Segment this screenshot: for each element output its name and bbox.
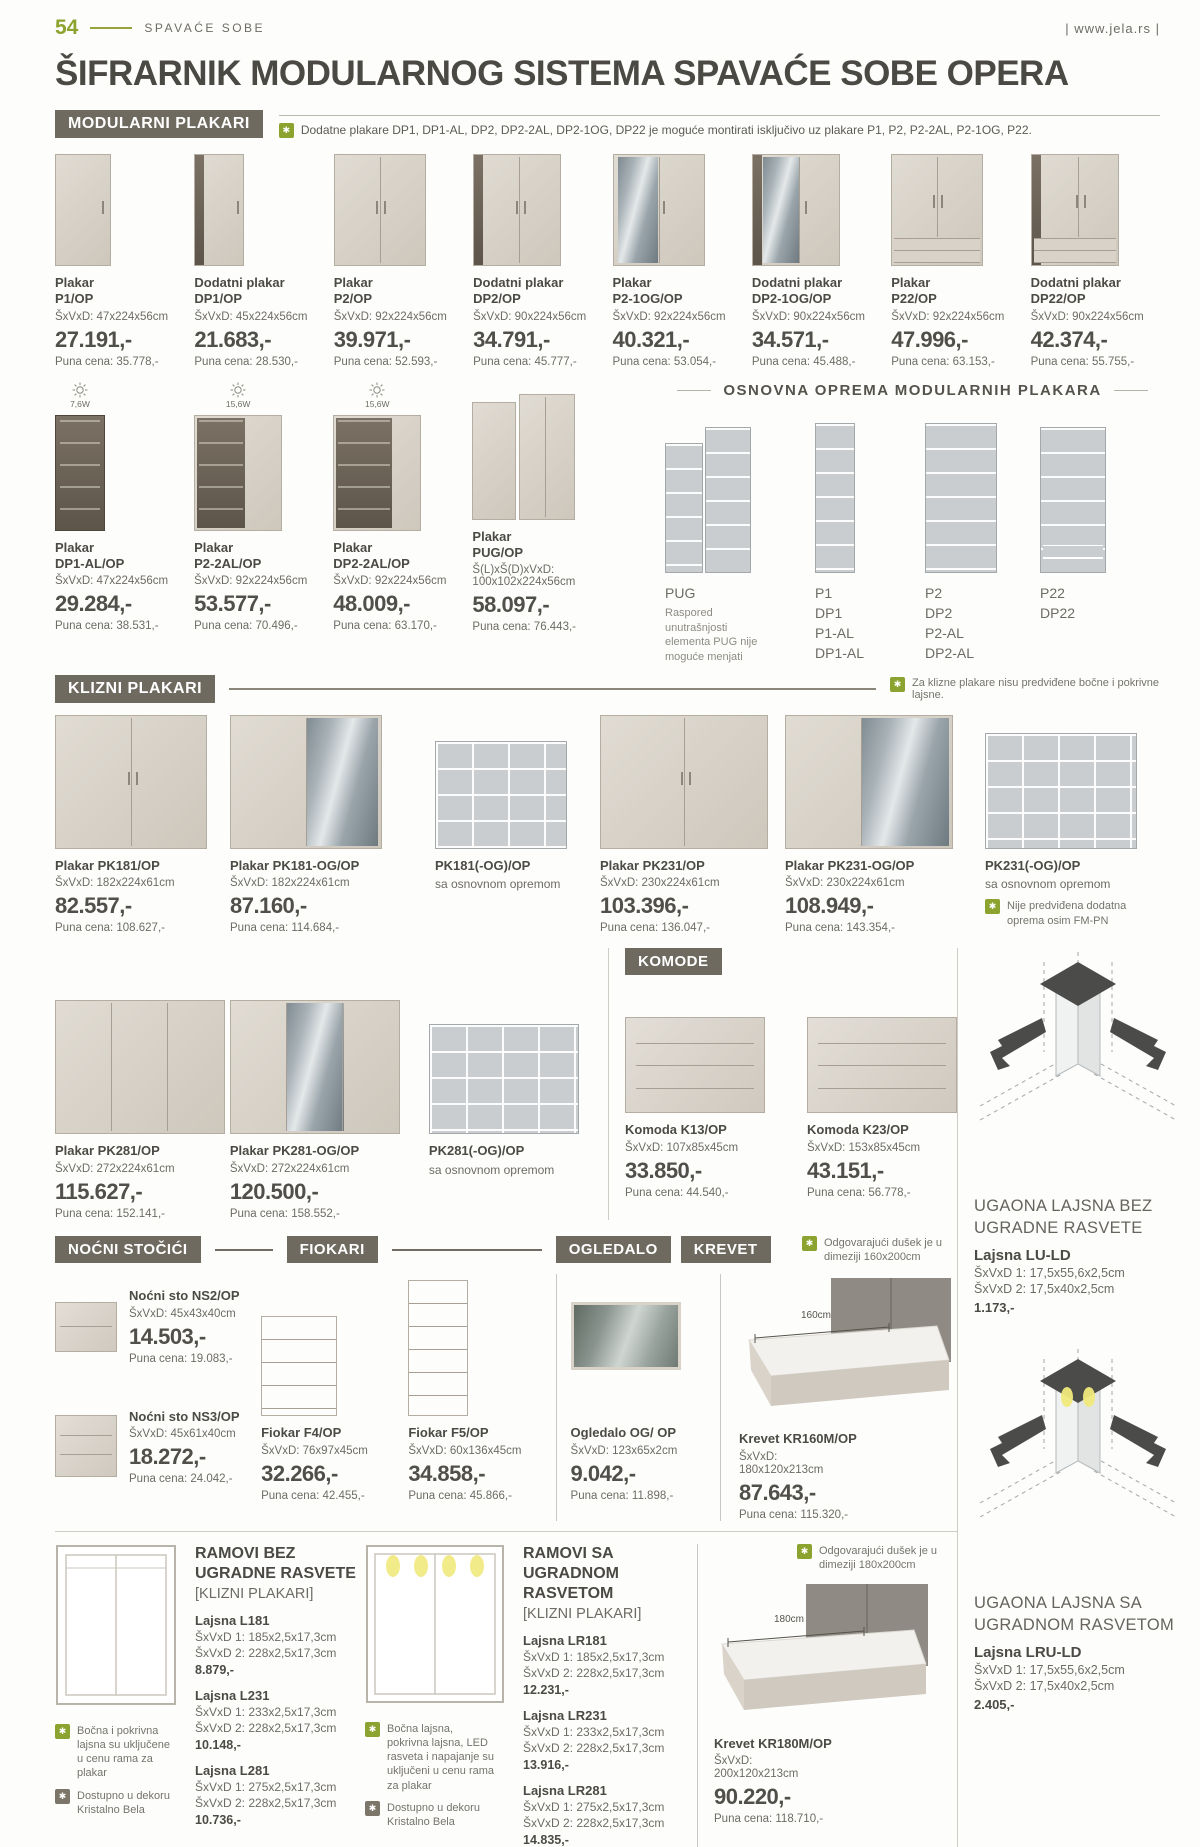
product-card: Fiokar F4/OP ŠxVxD: 76x97x45cm 32.266,- Puna cena: 42.455,- [261,1274,408,1520]
asterisk-icon-dark [55,1789,70,1804]
section-modularni-head [55,110,1160,138]
product-image-f4 [261,1274,408,1416]
lightbulb-icon [194,382,282,409]
section-badge-nocni: NOĆNI STOČIĆI [55,1236,201,1263]
product-image-pk231-schematic [985,711,1160,849]
product-image-ogledalo [571,1274,706,1370]
product-card: Plakar PK181/OP ŠxVxD: 182x224x61cm 82.557,- Puna cena: 108.627,- [55,711,230,934]
product-full-price: Puna cena: 35.778,- [55,355,159,368]
lajsna-item: Lajsna L181 ŠxVxD 1: 185x2,5x17,3cm ŠxVxD 2: 228x2,5x17,3cm 8.879,- [195,1612,337,1677]
klizni-row2-komode [55,948,957,1219]
section-badge-ogledalo: OGLEDALO [556,1236,671,1263]
product-card: Komoda K23/OP ŠxVxD: 153x85x45cm 43.151,- Puna cena: 56.778,- [807,985,957,1198]
asterisk-icon [365,1722,380,1737]
product-card: 15,6W Plakar DP2-2AL/OP ŠxVxD: 92x224x56cm 48.009,- Puna cena: 63.170,- [333,382,446,666]
product-image-pk231-og [785,711,985,849]
section-badge-fiokari: FIOKARI [287,1236,378,1263]
product-card: Dodatni plakar DP1/OP ŠxVxD: 45x224x56cm 21.683,- Puna cena: 28.530,- [194,150,323,368]
corner-lajsna-light-drawing [974,1345,1182,1577]
section-badge-komode: KOMODE [625,948,722,975]
watt-label: 15,6W [225,398,251,409]
dusek-180-note: Odgovarajući dušek je u dimeziji 180x200cm [819,1544,938,1571]
product-card: Plakar PUG/OP Š(L)xŠ(D)xVxD: 100x102x224x56cm 58.097,- Puna cena: 76.443,- [472,382,655,666]
product-card: PK231(-OG)/OP sa osnovnom opremom ✱ Nije predviđena dodatna oprema osim FM-PN [985,711,1160,934]
product-card: Plakar PK181-OG/OP ŠxVxD: 182x224x61cm 87.160,- Puna cena: 114.684,- [230,711,435,934]
product-image-dp1-al [55,413,168,531]
product-image-pk181 [55,711,230,849]
product-card: 160cm Krevet KR160M/OP ŠxVxD: 180x120x213cm 87.643,- Puna cena: 115.320,- [721,1274,957,1520]
oprema-item-pug: PUG Raspored unutrašnjosti elementa PUG nije moguće menjati [665,421,815,666]
lajsna-item: Lajsna L281 ŠxVxD 1: 275x2,5x17,3cm ŠxVxD 2: 228x2,5x17,3cm 10.736,- [195,1762,337,1827]
asterisk-icon [279,123,294,138]
product-image-k13 [625,985,783,1113]
page-title: ŠIFRARNIK MODULARNOG SISTEMA SPAVAĆE SOBE OPERA [55,54,1069,93]
product-card: Komoda K13/OP ŠxVxD: 107x85x45cm 33.850,- Puna cena: 44.540,- [625,985,783,1198]
ramovi-sa-text-col: RAMOVI SA UGRADNOM RASVETOM [KLIZNI PLAKARI] Lajsna LR181 ŠxVxD 1: 185x2,5x17,3cm ŠxVxD 2: 228x2,5x17,3cm 12.231,- Lajsna LR231 ŠxVxD 1: 233x2,5x17,3cm ŠxVxD 2: 228x2,5x17,3cm 13.916,- Lajsna LR281 ŠxVxD 1: 275x2,5x17,3cm ŠxVxD 2: 228x2,5x17,3cm 14.835,- [523,1544,698,1847]
ramovi-sa-note-green: Bočna lajsna, pokrivna lajsna, LED rasveta i napajanje su uključeni u cenu rama za plakar [387,1722,495,1792]
frame-no-light-drawing [55,1544,177,1706]
ugaona-bez-block: UGAONA LAJSNA BEZ UGRADNE RASVETE Lajsna LU-LD ŠxVxD 1: 17,5x55,6x2,5cm ŠxVxD 2: 17,5x40x2,5cm 1.173,- [974,948,1182,1315]
product-card: PK181(-OG)/OP sa osnovnom opremom [435,711,600,934]
product-card: Noćni sto NS3/OP ŠxVxD: 45x61x40cm 18.272,- Puna cena: 24.042,- [55,1387,261,1485]
ramovi-bez-image-col [55,1544,195,1847]
product-card: Plakar P1/OP ŠxVxD: 47x224x56cm 27.191,- Puna cena: 35.778,- [55,150,184,368]
product-image-dp2 [473,150,602,266]
asterisk-icon [890,677,905,692]
modularni-row2 [55,382,655,666]
product-card: Plakar PK231-OG/OP ŠxVxD: 230x224x61cm 108.949,- Puna cena: 143.354,- [785,711,985,934]
product-image-p22 [891,150,1020,266]
product-image-f5 [408,1274,555,1416]
oprema-item-p2: P2 DP2 P2-AL DP2-AL [925,421,1040,666]
product-card: Dodatni plakar DP22/OP ŠxVxD: 90x224x56cm 42.374,- Puna cena: 55.755,- [1031,150,1160,368]
modularni-note-text: Dodatne plakare DP1, DP1-AL, DP2, DP2-2AL, DP2-1OG, DP22 je moguće montirati isključivo uz plakare P1, P2, P2-2AL, P2-1OG, P22. [300,123,1032,137]
corner-lajsna-drawing [974,948,1182,1180]
asterisk-icon [985,899,1000,914]
product-image-pk281 [55,972,230,1134]
bed-width-label: 180cm [774,1614,805,1626]
ramovi-sa-note-dark: Dostupno u dekoru Kristalno Bela [387,1802,480,1829]
asterisk-icon [797,1544,812,1559]
ramovi-bez-note-dark: Dostupno u dekoru Kristalno Bela [77,1789,170,1816]
small-products-row [55,1274,957,1520]
main-lower-area [55,948,1175,1847]
product-image-p2-2al [194,413,307,531]
oprema-title: OSNOVNA OPREMA MODULARNIH PLAKARA [723,381,1102,399]
oprema-item-p22: P22 DP22 [1040,421,1130,666]
watt-label: 15,6W [364,398,390,409]
oprema-item-p1: P1 DP1 P1-AL DP1-AL [815,421,925,666]
product-image-dp1 [194,150,323,266]
product-image-p2 [334,150,463,266]
klizni-row1 [55,711,1160,934]
ramovi-sa-image-col [365,1544,523,1847]
watt-label: 7,6W [70,398,90,409]
product-card: Plakar PK281-OG/OP ŠxVxD: 272x224x61cm 120.500,- Puna cena: 158.552,- [230,948,429,1219]
nocni-column [55,1274,261,1520]
product-image-dp2-1og [752,150,881,266]
product-image-pk181-schematic [435,711,600,849]
osnovna-oprema-section [655,382,1160,666]
product-card: Dodatni plakar DP2-1OG/OP ŠxVxD: 90x224x56cm 34.571,- Puna cena: 45.488,- [752,150,881,368]
product-image-pk181-og [230,711,435,849]
ramovi-section [55,1544,957,1847]
product-card: Plakar P2-1OG/OP ŠxVxD: 92x224x56cm 40.321,- Puna cena: 53.054,- [613,150,742,368]
divider [55,1531,957,1532]
lajsna-item: Lajsna LR181 ŠxVxD 1: 185x2,5x17,3cm ŠxVxD 2: 228x2,5x17,3cm 12.231,- [523,1632,665,1697]
product-image-pk281-schematic [429,972,594,1134]
product-image-pk231 [600,711,785,849]
product-image-kr180 [714,1582,957,1724]
frame-with-light-drawing [365,1544,505,1704]
modularni-row1 [55,150,1160,368]
pk231-note-text: Nije predviđena dodatna oprema osim FM-PN [1007,900,1127,927]
asterisk-icon [55,1724,70,1739]
product-image-dp22 [1031,150,1160,266]
product-card: 7,6W Plakar DP1-AL/OP ŠxVxD: 47x224x56cm 29.284,- Puna cena: 38.531,- [55,382,168,666]
ramovi-bez-text-col: RAMOVI BEZ UGRADNE RASVETE [KLIZNI PLAKARI] Lajsna L181 ŠxVxD 1: 185x2,5x17,3cm ŠxVxD 2: 228x2,5x17,3cm 8.879,- Lajsna L231 ŠxVxD 1: 233x2,5x17,3cm ŠxVxD 2: 228x2,5x17,3cm 10.148,- Lajsna L281 ŠxVxD 1: 275x2,5x17,3cm ŠxVxD 2: 228x2,5x17,3cm 10.736,- [195,1544,365,1847]
lajsna-item: Lajsna L231 ŠxVxD 1: 233x2,5x17,3cm ŠxVxD 2: 228x2,5x17,3cm 10.148,- [195,1687,337,1752]
komode-section [608,948,957,1219]
ugaone-column [957,948,1182,1846]
section-badge-klizni: KLIZNI PLAKARI [55,675,215,703]
product-image-pug [472,382,655,520]
product-image-p2-1og [613,150,742,266]
section-badge-modularni: MODULARNI PLAKARI [55,110,263,138]
product-card: Ogledalo OG/ OP ŠxVxD: 123x65x2cm 9.042,- Puna cena: 11.898,- [556,1274,721,1520]
product-card: Fiokar F5/OP ŠxVxD: 60x136x45cm 34.858,- Puna cena: 45.866,- [408,1274,555,1520]
krevet-180-col: ✱ Odgovarajući dušek je u dimeziji 180x200cm 180cm Krevet KR180M/OP ŠxVxD: 200x120x213cm 90.220,- Puna cena: 118.710,- [698,1544,957,1847]
product-card: Noćni sto NS2/OP ŠxVxD: 45x43x40cm 14.503,- Puna cena: 19.083,- [55,1274,261,1364]
section-badge-krevet: KREVET [681,1236,771,1263]
dusek-160-note: Odgovarajući dušek je u dimeziji 160x200cm [824,1236,943,1263]
product-image-k23 [807,985,957,1113]
product-image-ns2 [55,1274,117,1352]
small-sections-badges-row [55,1236,957,1265]
product-card: Plakar PK231/OP ŠxVxD: 230x224x61cm 103.396,- Puna cena: 136.047,- [600,711,785,934]
asterisk-icon [802,1236,817,1251]
modularni-note [279,115,1160,138]
product-card: PK281(-OG)/OP sa osnovnom opremom [429,948,594,1219]
asterisk-icon-dark [365,1801,380,1816]
lajsna-item: Lajsna LR281 ŠxVxD 1: 275x2,5x17,3cm ŠxVxD 2: 228x2,5x17,3cm 14.835,- [523,1782,665,1847]
bed-width-label: 160cm [800,1310,831,1322]
lightbulb-icon [333,382,421,409]
product-image-pk281-og [230,972,429,1134]
product-card: Dodatni plakar DP2/OP ŠxVxD: 90x224x56cm 34.791,- Puna cena: 45.777,- [473,150,602,368]
lajsna-item: Lajsna LR231 ŠxVxD 1: 233x2,5x17,3cm ŠxVxD 2: 228x2,5x17,3cm 13.916,- [523,1707,665,1772]
product-image-dp2-2al [333,413,446,531]
product-image-kr160 [739,1274,957,1422]
lightbulb-icon [55,382,105,409]
product-card: Plakar P22/OP ŠxVxD: 92x224x56cm 47.996,- Puna cena: 63.153,- [891,150,1020,368]
product-card: Plakar PK281/OP ŠxVxD: 272x224x61cm 115.627,- Puna cena: 152.141,- [55,948,230,1219]
ugaona-sa-block: UGAONA LAJSNA SA UGRADNOM RASVETOM Lajsna LRU-LD ŠxVxD 1: 17,5x55,6x2,5cm ŠxVxD 2: 17,5x40x2,5cm 2.405,- [974,1345,1182,1712]
product-image-p1 [55,150,184,266]
ramovi-bez-note-green: Bočna i pokrivna lajsna su uključene u cenu rama za plakar [77,1724,170,1780]
page-header [55,16,1160,40]
product-image-ns3 [55,1387,117,1477]
category-label: SPAVAĆE SOBE [144,21,266,35]
product-card: 15,6W Plakar P2-2AL/OP ŠxVxD: 92x224x56cm 53.577,- Puna cena: 70.496,- [194,382,307,666]
header-dash [90,27,132,29]
product-card: Plakar P2/OP ŠxVxD: 92x224x56cm 39.971,- Puna cena: 52.593,- [334,150,463,368]
section-klizni-head [55,675,1160,703]
modularni-row2-wrap [55,382,1160,666]
product-price: 27.191,- [55,326,132,352]
klizni-note-text: Za klizne plakare nisu predviđene bočne i pokrivne lajsne. [912,677,1160,702]
website-label: | www.jela.rs | [1065,20,1160,36]
page-number: 54 [55,16,79,39]
oprema-caption: Raspored unutrašnjosti elementa PUG nije moguće menjati [665,606,758,664]
